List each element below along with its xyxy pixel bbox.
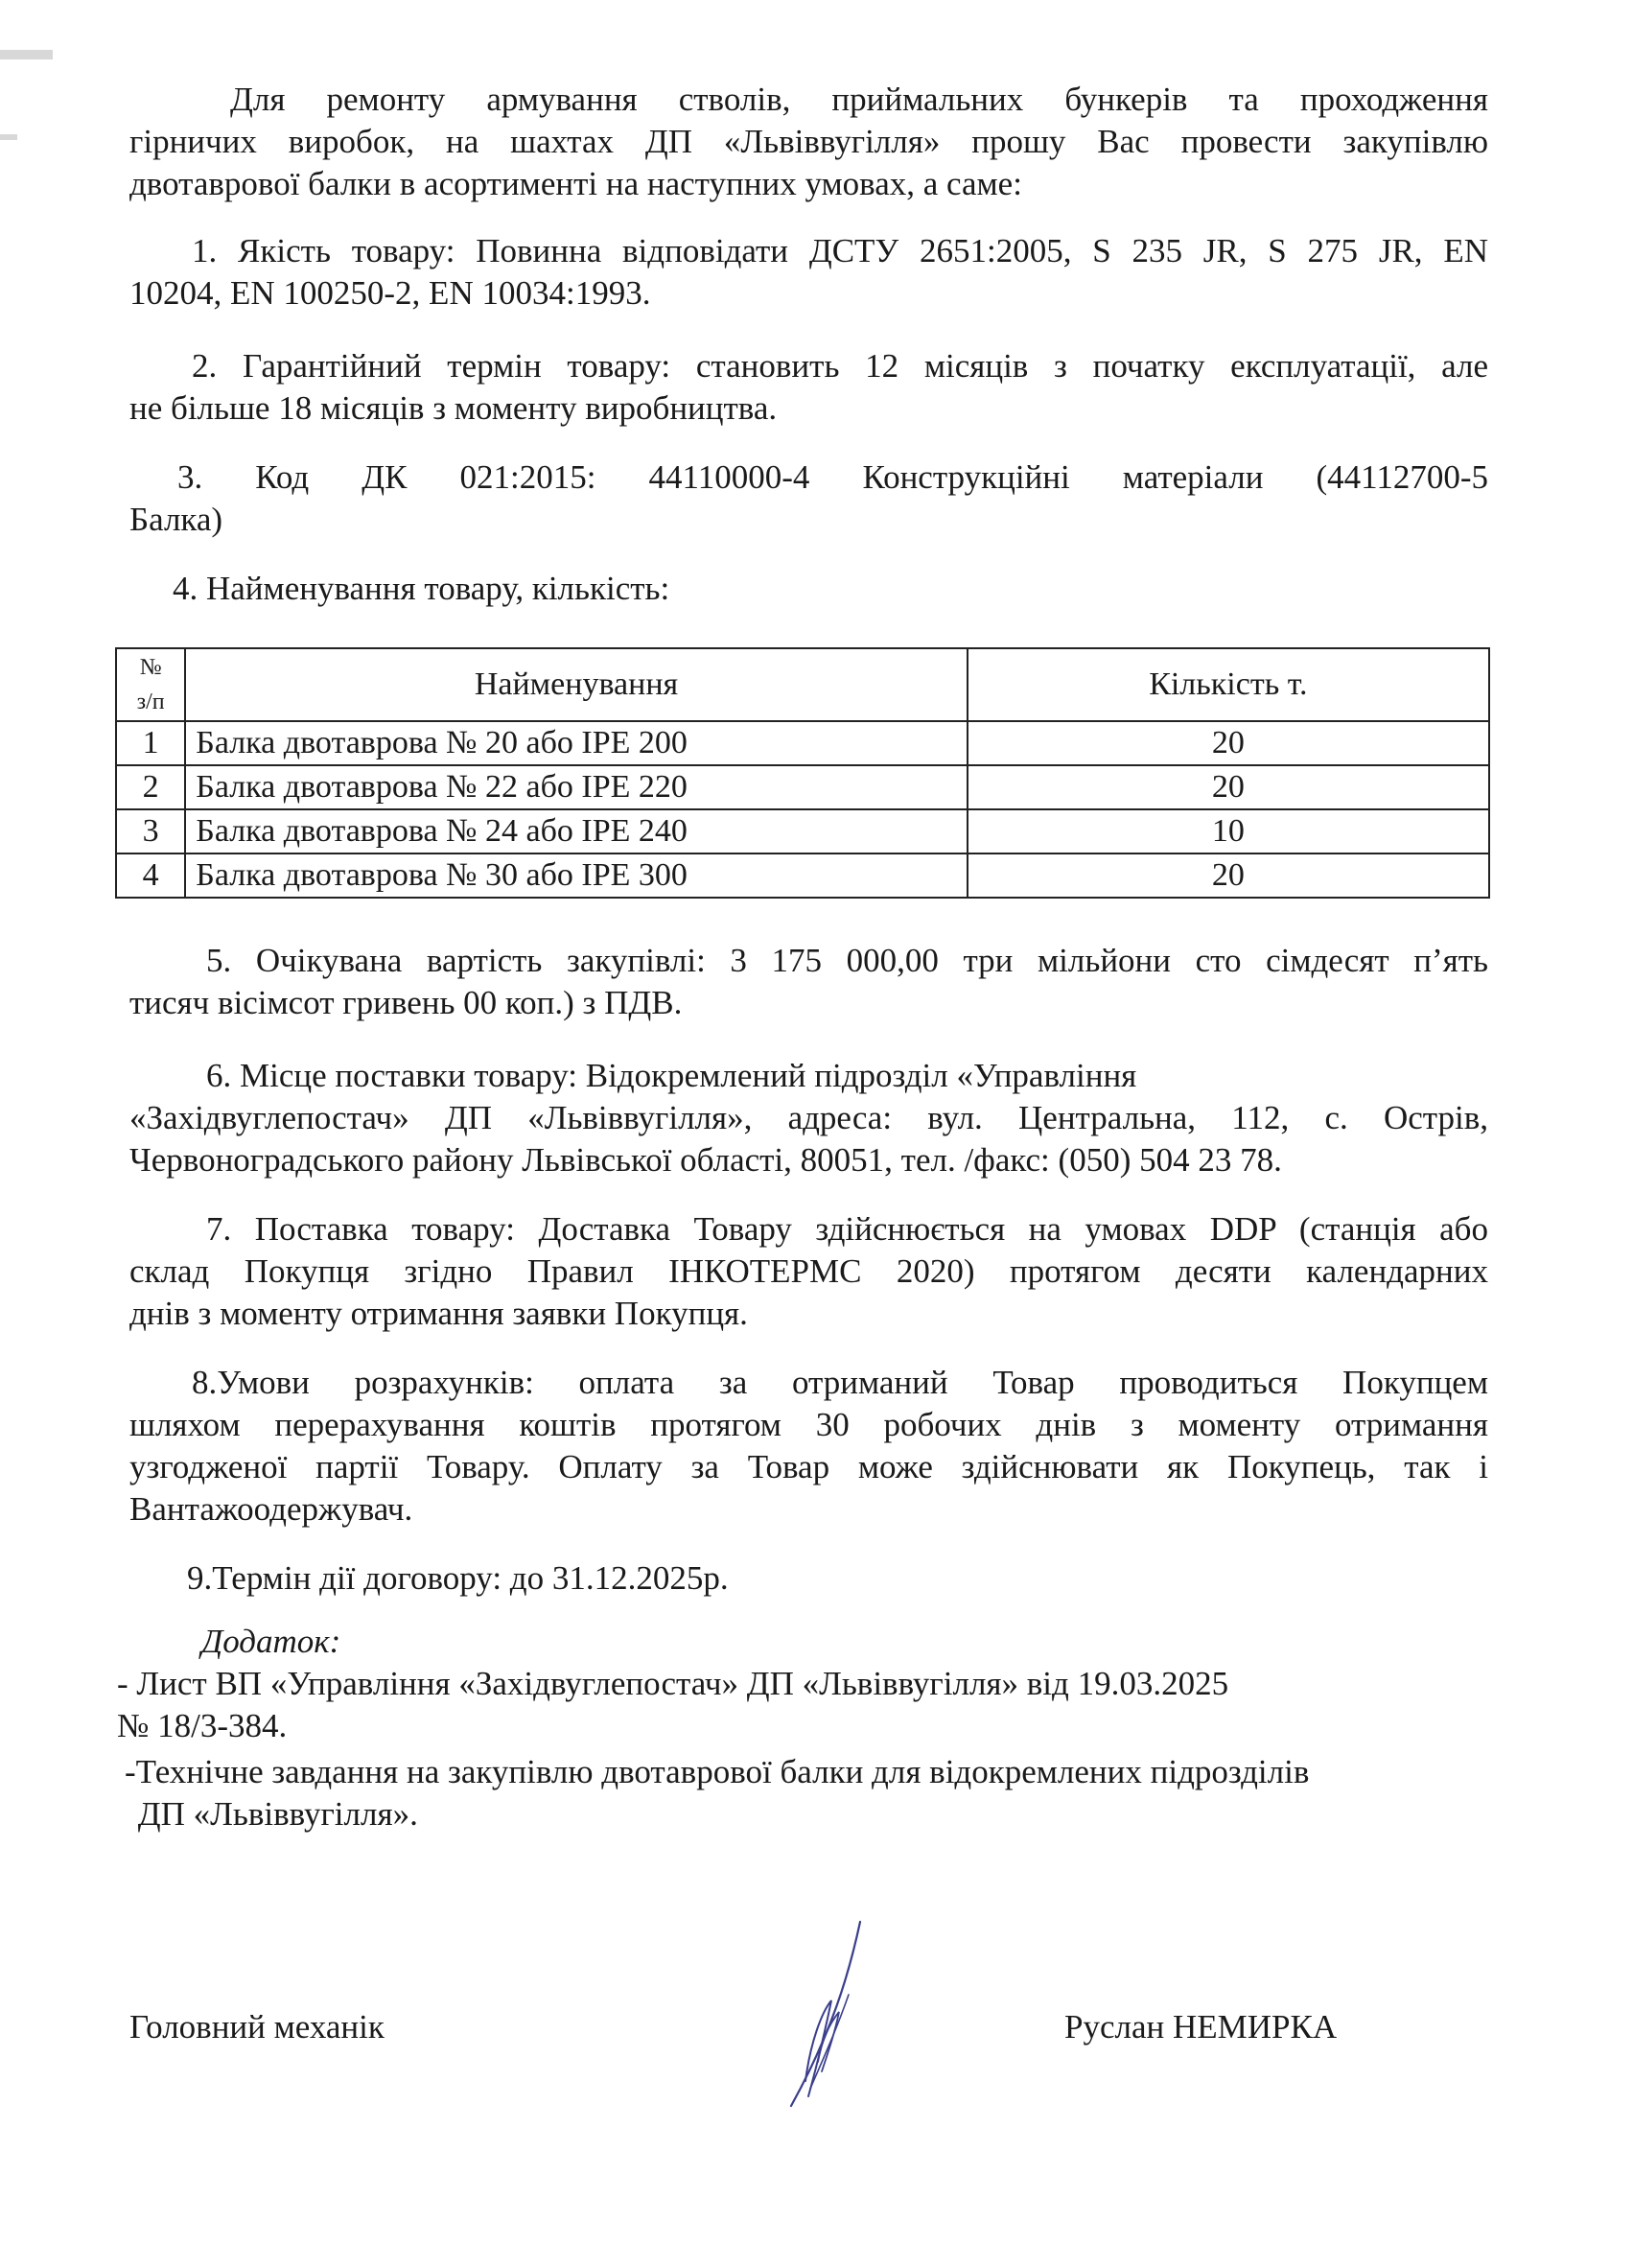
- item2-line-1: 2. Гарантійний термін товару: становить 12 місяців з початку експлуатації, але: [192, 347, 1488, 385]
- row-name: Балка двотаврова № 20 або IPE 200: [185, 721, 967, 765]
- signer-position: Головний механік: [129, 2008, 385, 2046]
- item1-line-2: 10204, EN 100250-2, EN 10034:1993.: [129, 274, 651, 312]
- item6-line-2: «Західвуглепостач» ДП «Львіввугілля», адреса: вул. Центральна, 112, с. Острів,: [129, 1099, 1488, 1136]
- item8-line-2: шляхом перерахування коштів протягом 30 робочих днів з моменту отримання: [129, 1406, 1488, 1443]
- item7-line-3: днів з моменту отримання заявки Покупця.: [129, 1295, 748, 1332]
- item8-line-4: Вантажоодержувач.: [129, 1490, 413, 1528]
- intro-line-3: двотаврової балки в асортименті на наступних умовах, а саме:: [129, 165, 1022, 202]
- item8-line-1: 8.Умови розрахунків: оплата за отриманий Товар проводиться Покупцем: [192, 1364, 1488, 1401]
- header-name: Найменування: [185, 648, 967, 721]
- intro-line-1: Для ремонту армування стволів, приймальних бункерів та проходження: [230, 81, 1488, 118]
- item8-line-3: узгодженої партії Товару. Оплату за Товар може здійснювати як Покупець, так і: [129, 1448, 1488, 1485]
- item9: 9.Термін дії договору: до 31.12.2025р.: [187, 1559, 729, 1597]
- item7-line-2: склад Покупця згідно Правил ІНКОТЕРМС 2020) протягом десяти календарних: [129, 1252, 1488, 1290]
- row-name: Балка двотаврова № 30 або IPE 300: [185, 853, 967, 898]
- items-table: [115, 647, 1490, 899]
- item6-line-3: Червоноградського району Львівської області, 80051, тел. /факс: (050) 504 23 78.: [129, 1141, 1282, 1179]
- row-qty: 20: [968, 721, 1489, 765]
- table-row: [116, 721, 1489, 765]
- item7-line-1: 7. Поставка товару: Доставка Товару здійснюється на умовах DDP (станція або: [206, 1210, 1488, 1248]
- table-row: [116, 853, 1489, 898]
- table-header-row: [116, 648, 1489, 721]
- header-no: [116, 648, 185, 721]
- item3-line-1: 3. Код ДК 021:2015: 44110000-4 Конструкційні матеріали (44112700-5: [177, 458, 1488, 496]
- intro-line-2: гірничих виробок, на шахтах ДП «Львіввугілля» прошу Вас провести закупівлю: [129, 123, 1488, 160]
- item5-line-1: 5. Очікувана вартість закупівлі: 3 175 000,00 три мільйони сто сімдесят п’ять: [206, 942, 1488, 979]
- scan-mark: [0, 50, 53, 59]
- row-no: 2: [116, 765, 185, 809]
- item5-line-2: тисяч вісімсот гривень 00 коп.) з ПДВ.: [129, 984, 683, 1021]
- header-no-symbol: №: [139, 655, 162, 680]
- row-qty: 20: [968, 853, 1489, 898]
- row-qty: 20: [968, 765, 1489, 809]
- attachment-line-1: - Лист ВП «Управління «Західвуглепостач» ДП «Львіввугілля» від 19.03.2025: [117, 1665, 1229, 1702]
- signature-mark: [772, 1918, 877, 2110]
- header-no-abbr: з/п: [136, 690, 165, 714]
- scan-mark: [0, 134, 17, 140]
- row-no: 4: [116, 853, 185, 898]
- row-no: 3: [116, 809, 185, 853]
- item3-line-2: Балка): [129, 501, 223, 538]
- attachment-line-4: ДП «Львіввугілля».: [129, 1795, 418, 1833]
- attachment-line-2: № 18/3-384.: [117, 1707, 288, 1744]
- row-name: Балка двотаврова № 22 або IPE 220: [185, 765, 967, 809]
- table-row: [116, 765, 1489, 809]
- row-no: 1: [116, 721, 185, 765]
- item2-line-2: не більше 18 місяців з моменту виробництва.: [129, 389, 778, 427]
- item6-line-1: 6. Місце поставки товару: Відокремлений підрозділ «Управління: [206, 1057, 1137, 1094]
- item4-heading: 4. Найменування товару, кількість:: [173, 570, 670, 607]
- item1-line-1: 1. Якість товару: Повинна відповідати ДСТУ 2651:2005, S 235 JR, S 275 JR, EN: [192, 232, 1488, 269]
- signer-name: Руслан НЕМИРКА: [1064, 2008, 1338, 2046]
- attachment-line-3: -Технічне завдання на закупівлю двотаврової балки для відокремлених підрозділів: [125, 1753, 1310, 1790]
- attachment-title: Додаток:: [201, 1623, 341, 1660]
- row-qty: 10: [968, 809, 1489, 853]
- row-name: Балка двотаврова № 24 або IPE 240: [185, 809, 967, 853]
- table-row: [116, 809, 1489, 853]
- header-qty: Кількість т.: [968, 648, 1489, 721]
